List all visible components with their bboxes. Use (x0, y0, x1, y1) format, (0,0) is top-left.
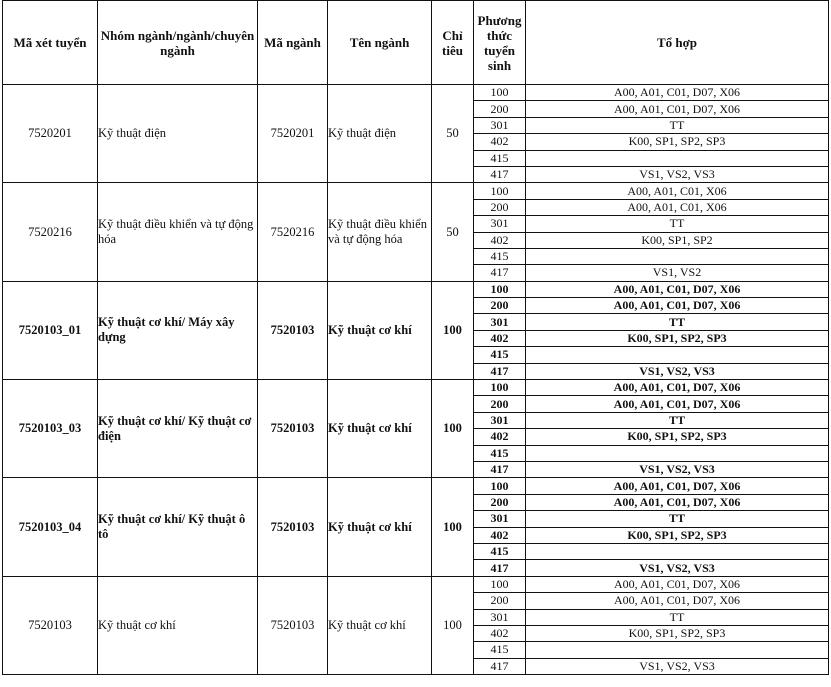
ten-nganh-cell: Kỹ thuật cơ khí (328, 380, 432, 478)
to-hop-cell: TT (526, 314, 829, 330)
to-hop-cell: K00, SP1, SP2, SP3 (526, 134, 829, 150)
ten-nganh-cell: Kỹ thuật cơ khí (328, 478, 432, 576)
to-hop-cell (526, 642, 829, 658)
phuong-thuc-cell: 301 (474, 117, 526, 133)
ma-xet-tuyen-cell: 7520103_03 (3, 380, 98, 478)
table-row (3, 281, 829, 297)
to-hop-cell (526, 543, 829, 559)
ten-nganh-cell: Kỹ thuật cơ khí (328, 281, 432, 379)
table-row (3, 478, 829, 494)
phuong-thuc-cell: 200 (474, 298, 526, 314)
to-hop-cell: A00, A01, C01, D07, X06 (526, 593, 829, 609)
phuong-thuc-cell: 100 (474, 85, 526, 101)
phuong-thuc-cell: 402 (474, 429, 526, 445)
to-hop-cell: A00, A01, C01, D07, X06 (526, 576, 829, 592)
phuong-thuc-cell: 417 (474, 461, 526, 477)
to-hop-cell: VS1, VS2, VS3 (526, 363, 829, 379)
ma-nganh-cell: 7520103 (258, 281, 328, 379)
to-hop-cell: K00, SP1, SP2, SP3 (526, 330, 829, 346)
nhom-nganh-cell: Kỹ thuật điều khiển và tự động hóa (98, 183, 258, 281)
ten-nganh-cell: Kỹ thuật điều khiển và tự động hóa (328, 183, 432, 281)
to-hop-cell: K00, SP1, SP2, SP3 (526, 429, 829, 445)
to-hop-cell: A00, A01, C01, D07, X06 (526, 494, 829, 510)
to-hop-cell: TT (526, 412, 829, 428)
phuong-thuc-cell: 100 (474, 576, 526, 592)
phuong-thuc-cell: 200 (474, 101, 526, 117)
to-hop-cell: K00, SP1, SP2 (526, 232, 829, 248)
ma-xet-tuyen-cell: 7520103_04 (3, 478, 98, 576)
nhom-nganh-cell: Kỹ thuật cơ khí/ Kỹ thuật cơ điện (98, 380, 258, 478)
phuong-thuc-cell: 415 (474, 347, 526, 363)
to-hop-cell: VS1, VS2, VS3 (526, 658, 829, 674)
to-hop-cell: A00, A01, C01, D07, X06 (526, 380, 829, 396)
ma-xet-tuyen-cell: 7520103 (3, 576, 98, 674)
header-nhom-nganh: Nhóm ngành/ngành/chuyên ngành (98, 1, 258, 85)
chi-tieu-cell: 100 (432, 478, 474, 576)
phuong-thuc-cell: 200 (474, 396, 526, 412)
to-hop-cell (526, 150, 829, 166)
to-hop-cell: VS1, VS2, VS3 (526, 461, 829, 477)
table-row (3, 85, 829, 101)
phuong-thuc-cell: 301 (474, 511, 526, 527)
table-row (3, 576, 829, 592)
admission-table (2, 0, 829, 675)
to-hop-cell: A00, A01, C01, D07, X06 (526, 85, 829, 101)
table-row (3, 183, 829, 199)
phuong-thuc-cell: 417 (474, 658, 526, 674)
header-ten-nganh: Tên ngành (328, 1, 432, 85)
chi-tieu-cell: 50 (432, 85, 474, 183)
chi-tieu-cell: 50 (432, 183, 474, 281)
nhom-nganh-cell: Kỹ thuật cơ khí (98, 576, 258, 674)
chi-tieu-cell: 100 (432, 281, 474, 379)
to-hop-cell: A00, A01, C01, D07, X06 (526, 298, 829, 314)
phuong-thuc-cell: 301 (474, 609, 526, 625)
phuong-thuc-cell: 417 (474, 560, 526, 576)
nhom-nganh-cell: Kỹ thuật cơ khí/ Máy xây dựng (98, 281, 258, 379)
phuong-thuc-cell: 402 (474, 134, 526, 150)
header-row (3, 1, 829, 85)
to-hop-cell (526, 347, 829, 363)
phuong-thuc-cell: 200 (474, 494, 526, 510)
ten-nganh-cell: Kỹ thuật điện (328, 85, 432, 183)
phuong-thuc-cell: 301 (474, 412, 526, 428)
ma-nganh-cell: 7520103 (258, 576, 328, 674)
header-phuong-thuc: Phương thức tuyển sinh (474, 1, 526, 85)
to-hop-cell: A00, A01, C01, X06 (526, 199, 829, 215)
ma-xet-tuyen-cell: 7520216 (3, 183, 98, 281)
to-hop-cell: A00, A01, C01, D07, X06 (526, 281, 829, 297)
phuong-thuc-cell: 415 (474, 543, 526, 559)
phuong-thuc-cell: 200 (474, 199, 526, 215)
header-ma-nganh: Mã ngành (258, 1, 328, 85)
ma-nganh-cell: 7520216 (258, 183, 328, 281)
phuong-thuc-cell: 100 (474, 183, 526, 199)
phuong-thuc-cell: 100 (474, 478, 526, 494)
phuong-thuc-cell: 415 (474, 248, 526, 264)
to-hop-cell (526, 445, 829, 461)
ma-nganh-cell: 7520103 (258, 380, 328, 478)
table-row (3, 380, 829, 396)
ten-nganh-cell: Kỹ thuật cơ khí (328, 576, 432, 674)
to-hop-cell: TT (526, 609, 829, 625)
to-hop-cell: A00, A01, C01, D07, X06 (526, 478, 829, 494)
header-chi-tieu: Chỉ tiêu (432, 1, 474, 85)
phuong-thuc-cell: 415 (474, 150, 526, 166)
nhom-nganh-cell: Kỹ thuật cơ khí/ Kỹ thuật ô tô (98, 478, 258, 576)
to-hop-cell: TT (526, 117, 829, 133)
to-hop-cell: VS1, VS2, VS3 (526, 560, 829, 576)
header-ma-xet-tuyen: Mã xét tuyển (3, 1, 98, 85)
ma-xet-tuyen-cell: 7520103_01 (3, 281, 98, 379)
to-hop-cell: K00, SP1, SP2, SP3 (526, 527, 829, 543)
to-hop-cell: K00, SP1, SP2, SP3 (526, 625, 829, 641)
chi-tieu-cell: 100 (432, 576, 474, 674)
phuong-thuc-cell: 200 (474, 593, 526, 609)
to-hop-cell: VS1, VS2, VS3 (526, 166, 829, 182)
phuong-thuc-cell: 417 (474, 363, 526, 379)
phuong-thuc-cell: 415 (474, 445, 526, 461)
phuong-thuc-cell: 402 (474, 625, 526, 641)
to-hop-cell: TT (526, 511, 829, 527)
header-to-hop: Tổ hợp (526, 1, 829, 85)
phuong-thuc-cell: 301 (474, 216, 526, 232)
phuong-thuc-cell: 415 (474, 642, 526, 658)
phuong-thuc-cell: 402 (474, 232, 526, 248)
phuong-thuc-cell: 100 (474, 380, 526, 396)
table-body (3, 85, 829, 675)
ma-nganh-cell: 7520201 (258, 85, 328, 183)
to-hop-cell: A00, A01, C01, D07, X06 (526, 396, 829, 412)
nhom-nganh-cell: Kỹ thuật điện (98, 85, 258, 183)
chi-tieu-cell: 100 (432, 380, 474, 478)
to-hop-cell: TT (526, 216, 829, 232)
phuong-thuc-cell: 402 (474, 527, 526, 543)
ma-nganh-cell: 7520103 (258, 478, 328, 576)
phuong-thuc-cell: 417 (474, 166, 526, 182)
phuong-thuc-cell: 402 (474, 330, 526, 346)
to-hop-cell: A00, A01, C01, D07, X06 (526, 101, 829, 117)
phuong-thuc-cell: 100 (474, 281, 526, 297)
phuong-thuc-cell: 417 (474, 265, 526, 281)
ma-xet-tuyen-cell: 7520201 (3, 85, 98, 183)
to-hop-cell: VS1, VS2 (526, 265, 829, 281)
to-hop-cell (526, 248, 829, 264)
to-hop-cell: A00, A01, C01, X06 (526, 183, 829, 199)
phuong-thuc-cell: 301 (474, 314, 526, 330)
